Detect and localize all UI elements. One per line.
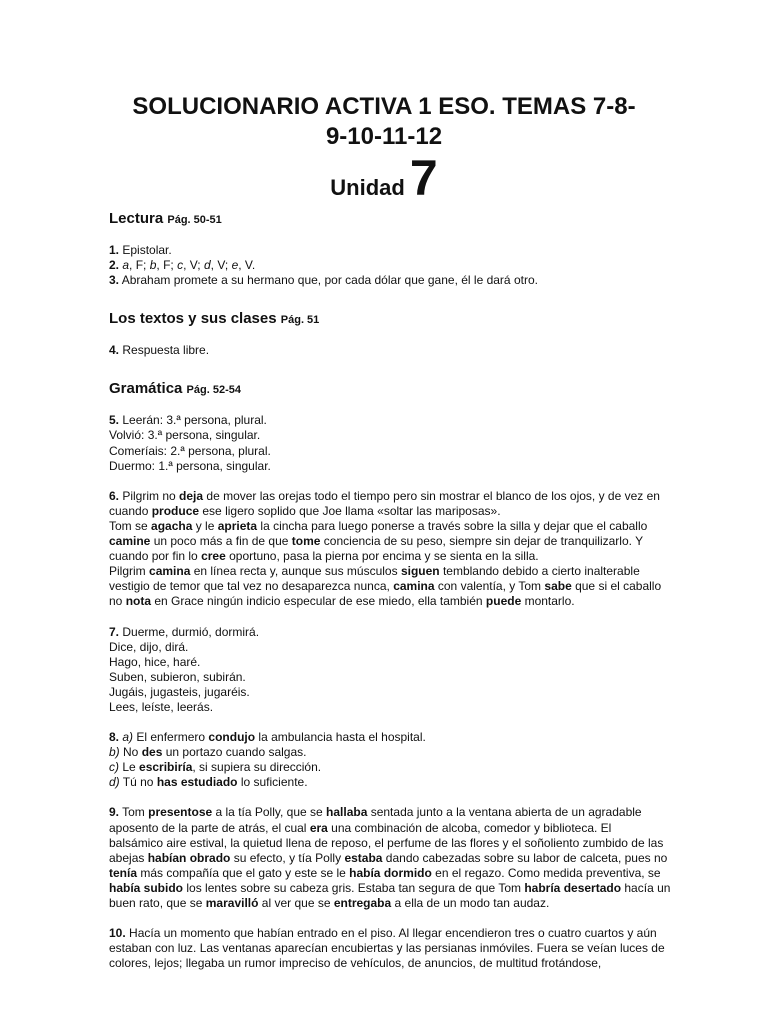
unit-heading bbox=[0, 150, 768, 206]
section-page-ref: Pág. 51 bbox=[280, 314, 320, 327]
title-line-2: 9-10-11-12 bbox=[325, 123, 443, 150]
exercise-8: 8. a) El enfermero condujo la ambulancia hasta el hospital. b) No des un portazo cuando salgas. c) Le escribiría, si supiera su dirección. d) Tú no has estudiado lo suficiente. bbox=[109, 730, 426, 790]
document-body bbox=[109, 208, 669, 971]
unit-number: 7 bbox=[409, 150, 438, 206]
exercise-2: 2. a, F; b, F; c, V; d, V; e, V. bbox=[109, 258, 256, 273]
exercise-5: 5. Leerán: 3.ª persona, plural. Volvió: 3.ª persona, singular. Comeríais: 2.ª persona, plural. Duermo: 1.ª persona, singular. bbox=[109, 413, 271, 473]
exercise-9: 9. Tom presentose a la tía Polly, que se hallaba sentada junto a la ventana abierta de un agradable aposento de la parte de atrás, el cual era una combinación de alcoba, comedor y biblioteca. El balsámico aire estival, la quietud llena de reposo, el perfume de las flores y el soñoliento zumbido de las abejas habían obrado su efecto, y tía Polly estaba dando cabezadas sobre su labor de calceta, pues no tenía más compañía que el gato y este se le había dormido en el regazo. Como medida preventiva, se había subido los lentes sobre su cabeza gris. Estaba tan segura de que Tom habría desertado hacía un buen rato, que se maravilló al ver que se entregaba a ella de un modo tan audaz. bbox=[109, 805, 671, 910]
section-page-ref: Pág. 50-51 bbox=[167, 214, 222, 226]
section-heading-lectura: Lectura Pág. 50-51 bbox=[109, 210, 222, 227]
exercise-1: 1. Epistolar. bbox=[109, 243, 172, 257]
title-line-1: SOLUCIONARIO ACTIVA 1 ESO. TEMAS 7-8- bbox=[132, 93, 636, 120]
section-heading-gramatica: Gramática Pág. 52-54 bbox=[109, 380, 241, 398]
section-page-ref: Pág. 52-54 bbox=[186, 384, 241, 397]
exercise-6: 6. Pilgrim no deja de mover las orejas todo el tiempo pero sin mostrar el blanco de los ojos, y de vez en cuando produce ese ligero soplido que Joe llama «soltar las mariposas». Tom se agacha y le aprieta la cincha para luego ponerse a través sobre la silla y dejar que el caballo camine un poco más a fin de que tome conciencia de su peso, siempre sin dejar de tranquilizarlo. Y cuando por fin lo cree oportuno, pasa la pierna por encima y se sienta en la silla. Pilgrim camina en línea recta y, aunque sus músculos siguen temblando debido a cierto inalterable vestigio de temor que tal vez no desaparezca nunca, camina con valentía, y Tom sabe que si el caballo no nota en Grace ningún indicio especular de ese miedo, ella también puede montarlo. bbox=[109, 488, 662, 609]
exercise-7: 7. Duerme, durmió, dormirá. Dice, dijo, dirá. Hago, hice, haré. Suben, subieron, subirán. Jugáis, jugasteis, jugaréis. Lees, leíste, leerás. bbox=[109, 624, 260, 714]
exercise-4: 4. Respuesta libre. bbox=[109, 343, 210, 358]
exercise-10: 10. Hacía un momento que habían entrado en el piso. Al llegar encendieron tres o cuatro cuartos y aún estaban con luz. Las ventanas aparecían encubiertas y las persianas inmóviles. Fuera se veían luces de colores, lejos; llegaba un rumor impreciso de vehículos, de anuncios, de multitud frotándose, bbox=[109, 926, 665, 971]
exercise-3: 3. Abraham promete a su hermano que, por cada dólar que gane, él le dará otro. bbox=[109, 273, 538, 288]
unit-word: Unidad bbox=[330, 175, 405, 200]
document-title bbox=[80, 92, 688, 152]
section-heading-textos: Los textos y sus clases Pág. 51 bbox=[109, 310, 320, 328]
